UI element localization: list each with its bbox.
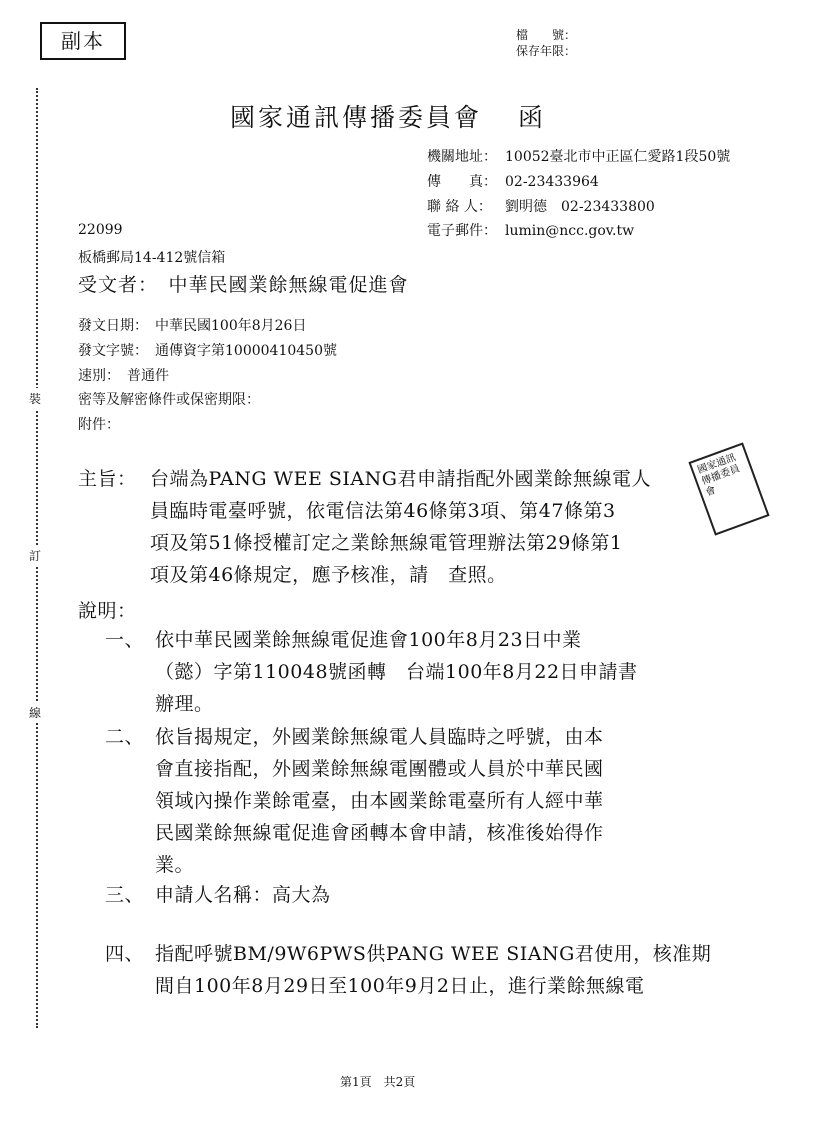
item-number: 一、 (105, 629, 145, 651)
subject-line: 項及第46條規定，應予核准，請 查照。 (150, 564, 507, 586)
agency-contact-row: 聯 絡 人： 劉明德 02-23433800 (427, 199, 655, 215)
item-line: 業。 (155, 854, 195, 876)
document-title (230, 98, 546, 134)
reference-number: 發文字號： 通傳資字第10000410450號 (78, 343, 337, 359)
item-line: 申請人名稱：高大為 (155, 884, 331, 906)
document-type: 函 (518, 103, 547, 132)
item-line: 會直接指配，外國業餘無線電團體或人員於中華民國 (155, 758, 604, 780)
file-number-label: 檔 號： (516, 28, 577, 42)
page-number: 第1頁 共2頁 (340, 1075, 416, 1089)
item-line: （懿）字第110048號函轉 台端100年8月22日申請書 (155, 661, 638, 683)
binding-char-1: 裝 (29, 388, 41, 409)
item-line: 指配呼號BM/9W6PWS供PANG WEE SIANG君使用，核准期 (155, 943, 712, 965)
delivery-speed: 速別： 普通件 (78, 368, 169, 384)
agency-address-row: 機關地址： 10052臺北市中正區仁愛路1段50號 (427, 149, 731, 165)
item-number: 三、 (105, 884, 145, 906)
retention-label: 保存年限： (516, 44, 577, 58)
item-line: 辦理。 (155, 693, 214, 715)
agency-name: 國家通訊傳播委員會 (230, 103, 483, 132)
agency-seal-stamp: 國家通訊傳播委員會 (688, 442, 769, 535)
subject-line: 台端為PANG WEE SIANG君申請指配外國業餘無線電人 (150, 468, 651, 490)
binding-char-2: 訂 (29, 545, 41, 566)
copy-stamp: 副本 (40, 22, 126, 60)
item-number: 四、 (105, 943, 145, 965)
binding-char-3: 線 (29, 702, 41, 723)
postal-code: 22099 (78, 222, 123, 238)
item-line: 民國業餘無線電促進會函轉本會申請，核准後始得作 (155, 822, 604, 844)
subject-line: 項及第51條授權訂定之業餘無線電管理辦法第29條第1 (150, 532, 623, 554)
attachments: 附件： (78, 417, 120, 433)
subject-label: 主旨： (78, 468, 137, 490)
explanation-label: 說明： (78, 600, 137, 622)
issue-date: 發文日期： 中華民國100年8月26日 (78, 318, 307, 334)
security-level: 密等及解密條件或保密期限： (78, 392, 260, 408)
subject-line: 員臨時電臺呼號，依電信法第46條第3項、第47條第3 (150, 500, 616, 522)
item-line: 依中華民國業餘無線電促進會100年8月23日中業 (155, 629, 582, 651)
recipient: 受文者： 中華民國業餘無線電促進會 (78, 274, 409, 296)
agency-email-row: 電子郵件： lumin@ncc.gov.tw (427, 223, 635, 239)
agency-fax-row: 傳 真： 02-23433964 (427, 174, 599, 190)
item-line: 領域內操作業餘電臺，由本國業餘電臺所有人經中華 (155, 790, 604, 812)
item-line: 依旨揭規定，外國業餘無線電人員臨時之呼號，由本 (155, 726, 604, 748)
post-box: 板橋郵局14-412號信箱 (78, 250, 226, 266)
item-number: 二、 (105, 726, 145, 748)
item-line: 間自100年8月29日至100年9月2日止，進行業餘無線電 (155, 975, 645, 997)
